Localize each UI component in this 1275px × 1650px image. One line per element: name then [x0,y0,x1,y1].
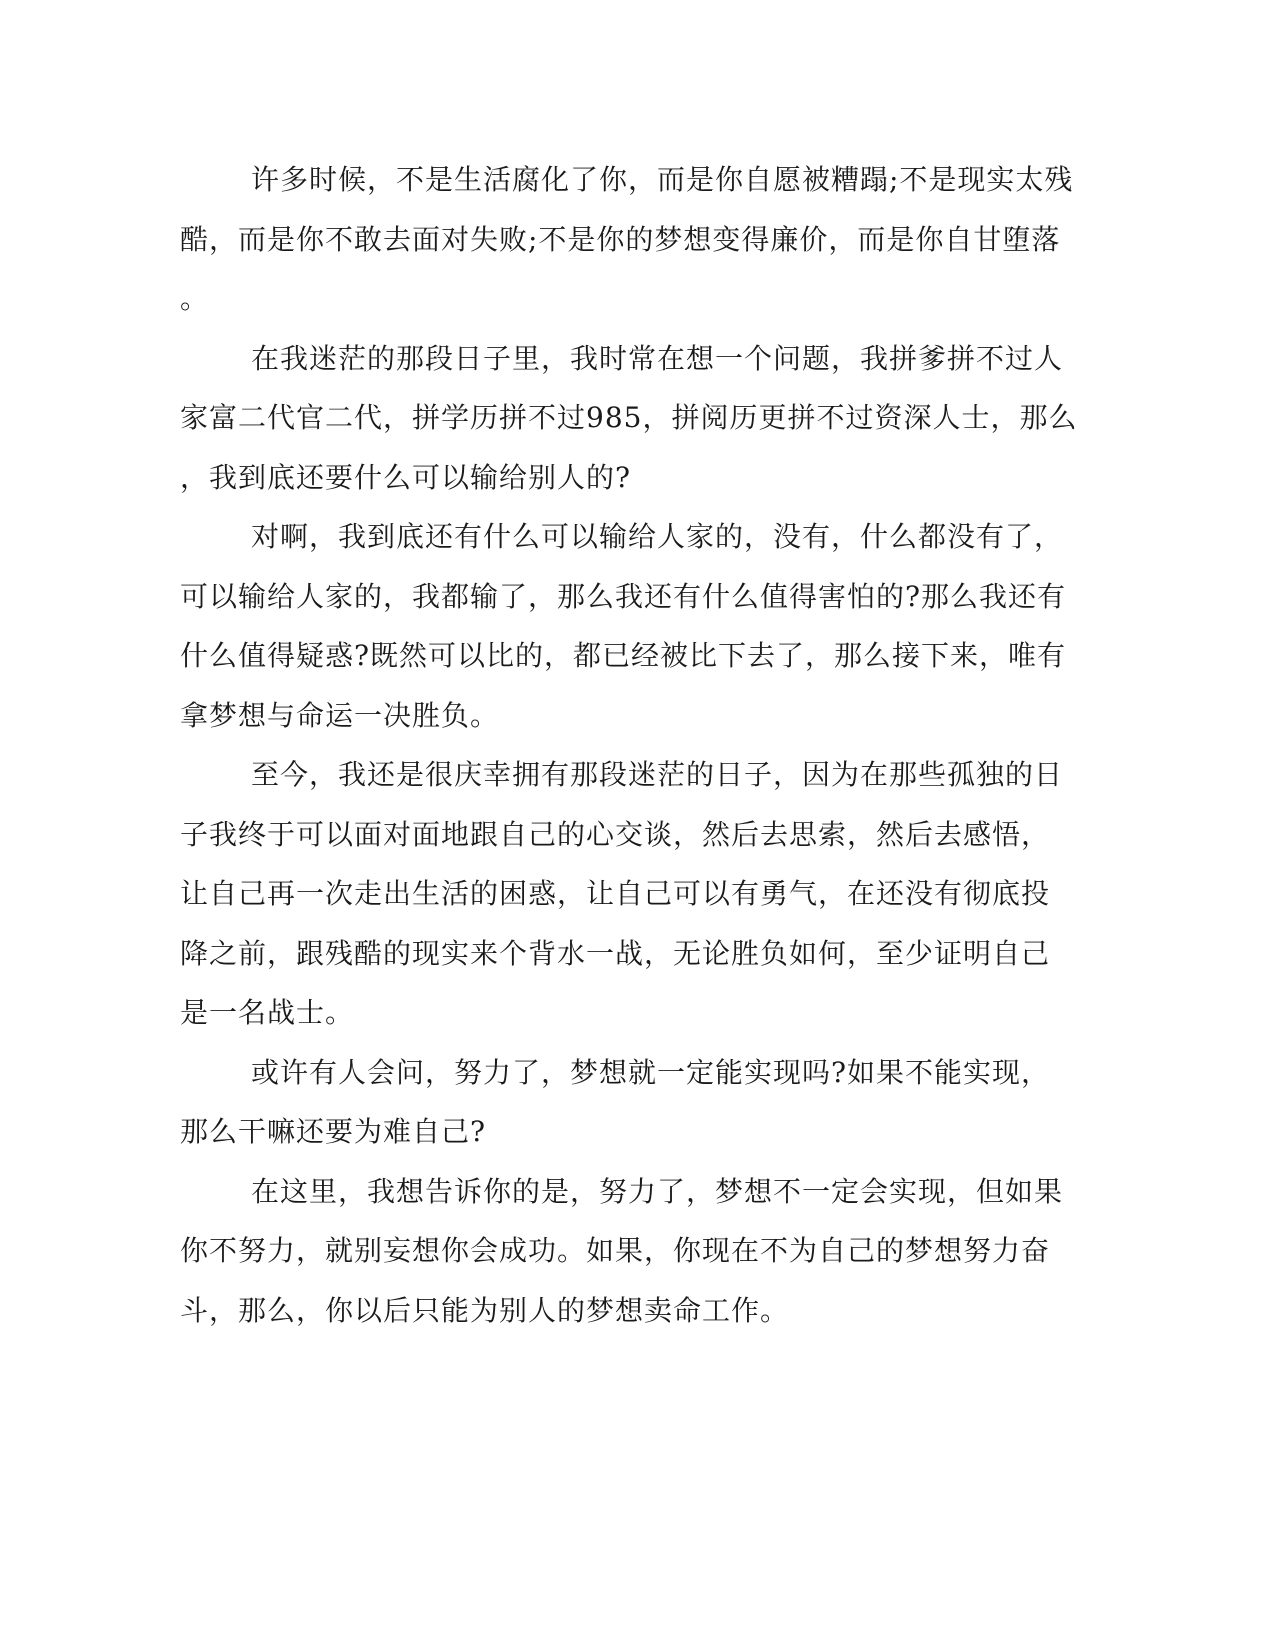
document-body [180,150,1078,1340]
paragraph-3-line-2: 可以输给人家的，我都输了，那么我还有什么值得害怕的?那么我还有 [180,579,1067,613]
paragraph-5-line-1: 或许有人会问，努力了，梦想就一定能实现吗?如果不能实现， [251,1055,1051,1089]
paragraph-6-line-2: 你不努力，就别妄想你会成功。如果，你现在不为自己的梦想努力奋 [180,1234,1051,1267]
paragraph-1-line-3: 。 [180,282,210,315]
paragraph-2-line-1: 在我迷茫的那段日子里，我时常在想一个问题，我拼爹拼不过人 [251,341,1064,375]
paragraph-4-line-5: 是一名战士。 [180,996,355,1029]
paragraph-1-line-2: 酷，而是你不敢去面对失败;不是你的梦想变得廉价，而是你自甘堕落 [180,222,1061,256]
paragraph-2-line-2: 家富二代官二代，拼学历拼不过985，拼阅历更拼不过资深人士，那么 [180,401,1078,434]
paragraph-4-line-2: 子我终于可以面对面地跟自己的心交谈，然后去思索，然后去感悟， [180,817,1051,851]
paragraph-6-line-3: 斗，那么，你以后只能为别人的梦想卖命工作。 [180,1293,790,1327]
paragraph-6-line-1: 在这里，我想告诉你的是，努力了，梦想不一定会实现，但如果 [251,1174,1064,1208]
paragraph-4-line-3: 让自己再一次走出生活的困惑，让自己可以有勇气，在还没有彻底投 [180,877,1051,910]
paragraph-2-line-3: ，我到底还要什么可以输给别人的? [180,460,632,494]
paragraph-4-line-1: 至今，我还是很庆幸拥有那段迷茫的日子，因为在那些孤独的日 [251,758,1064,791]
paragraph-1-line-1: 许多时候，不是生活腐化了你，而是你自愿被糟蹋;不是现实太残 [251,163,1074,196]
paragraph-3-line-4: 拿梦想与命运一决胜负。 [180,698,500,732]
paragraph-3-line-3: 什么值得疑惑?既然可以比的，都已经被比下去了，那么接下来，唯有 [180,639,1067,672]
paragraph-3-line-1: 对啊，我到底还有什么可以输给人家的，没有，什么都没有了， [251,520,1064,553]
paragraph-5-line-2: 那么干嘛还要为难自己? [180,1115,487,1148]
paragraph-4-line-4: 降之前，跟残酷的现实来个背水一战，无论胜负如何，至少证明自己 [180,936,1051,970]
